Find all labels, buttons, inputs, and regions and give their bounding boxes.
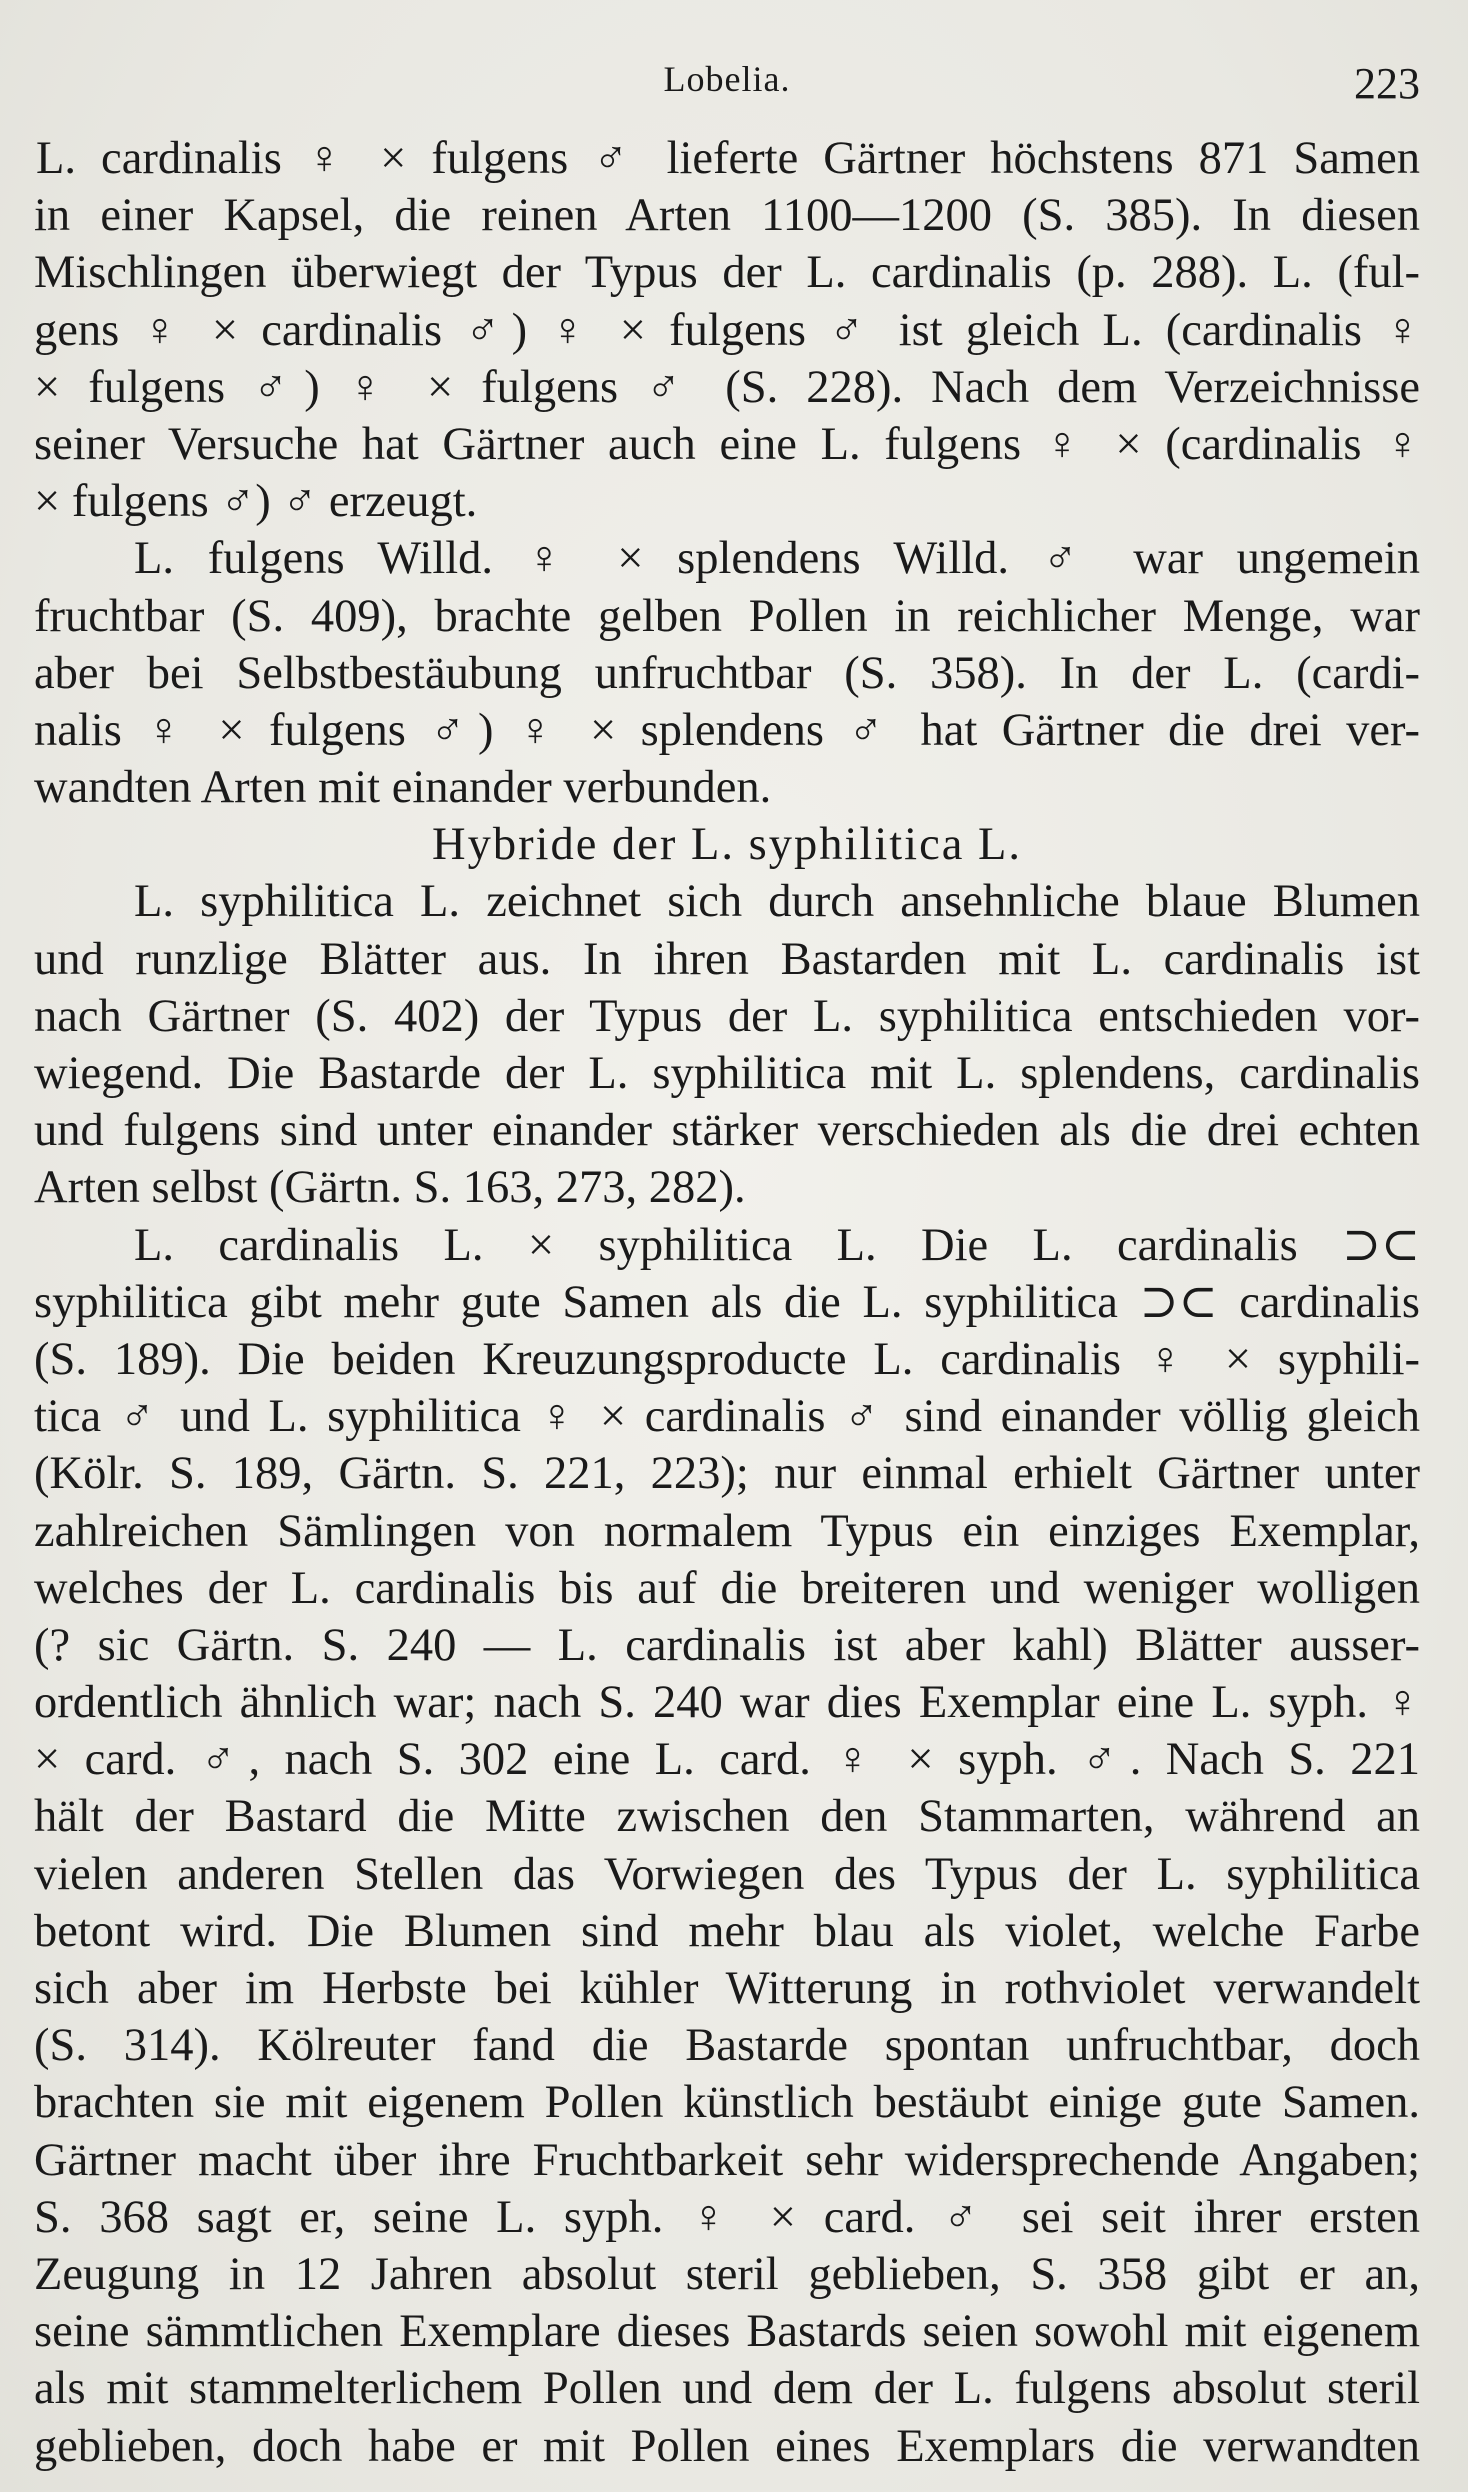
text-line: Mischlingen überwiegt der Typus der L. cardinalis (p. 288). L. (ful- [34,247,1420,299]
text-line: aber bei Selbstbestäubung unfruchtbar (S. 358). In der L. (cardi- [34,647,1420,699]
text-line: seiner Versuche hat Gärtner auch eine L. fulgens ♀ × (cardinalis ♀ [34,418,1420,470]
text-line: × fulgens ♂) ♂ erzeugt. [34,476,478,528]
page-number: 223 [1354,59,1420,108]
text-line: × fulgens ♂) ♀ × fulgens ♂ (S. 228). Nach dem Verzeichnisse [34,361,1420,413]
text-line: fruchtbar (S. 409), brachte gelben Pollen in reichlicher Menge, war [34,590,1420,642]
text-line: nalis ♀ × fulgens ♂) ♀ × splendens ♂ hat Gärtner die drei ver- [34,704,1420,756]
text-line: als mit stammelterlichem Pollen und dem der L. fulgens absolut steril [34,2363,1420,2415]
text-line: gens ♀ × cardinalis ♂) ♀ × fulgens ♂ ist gleich L. (cardinalis ♀ [34,304,1420,356]
text-line: (Kölr. S. 189, Gärtn. S. 221, 223); nur einmal erhielt Gärtner unter [34,1448,1420,1500]
text-line: Zeugung in 12 Jahren absolut steril geblieben, S. 358 gibt er an, [34,2248,1420,2300]
text-line: geblieben, doch habe er mit Pollen eines Exemplars die verwandten [34,2420,1420,2472]
text-line: L. syphilitica L. zeichnet sich durch ansehnliche blaue Blumen [134,876,1420,928]
text-line: sich aber im Herbste bei kühler Witterung in rothviolet verwandelt [34,1963,1420,2014]
text-line: betont wird. Die Blumen sind mehr blau als violet, welche Farbe [34,1905,1420,1957]
running-head: Lobelia. [663,59,791,99]
text-line: L. cardinalis L. × syphilitica L. Die L. cardinalis ⊃⊂ [134,1219,1420,1271]
section-heading: Hybride der L. syphilitica L. [431,819,1023,871]
text-line: wandten Arten mit einander verbunden. [34,762,772,814]
text-line: S. 368 sagt er, seine L. syph. ♀ × card. ♂ sei seit ihrer ersten [34,2191,1420,2243]
text-line: nach Gärtner (S. 402) der Typus der L. syphilitica entschieden vor- [34,990,1420,1042]
text-line: L. cardinalis ♀ × fulgens ♂ lieferte Gärtner höchstens 871 Samen [36,133,1420,184]
text-line: und runzlige Blätter aus. In ihren Bastarden mit L. cardinalis ist [34,933,1420,985]
text-line: (S. 189). Die beiden Kreuzungsproducte L. cardinalis ♀ × syphili- [34,1333,1420,1385]
text-line: (? sic Gärtn. S. 240 — L. cardinalis ist aber kahl) Blätter ausser- [34,1619,1420,1671]
text-line: brachten sie mit eigenem Pollen künstlich bestäubt einige gute Samen. [34,2077,1420,2129]
text-line: wiegend. Die Bastarde der L. syphilitica mit L. splendens, cardinalis [34,1048,1420,1099]
text-line: zahlreichen Sämlingen von normalem Typus ein einziges Exemplar, [34,1505,1420,1557]
text-line: ordentlich ähnlich war; nach S. 240 war dies Exemplar eine L. syph. ♀ [34,1677,1420,1729]
text-line: × card. ♂, nach S. 302 eine L. card. ♀ × syph. ♂. Nach S. 221 [34,1734,1420,1786]
text-line: (S. 314). Kölreuter fand die Bastarde spontan unfruchtbar, doch [34,2020,1420,2072]
text-line: welches der L. cardinalis bis auf die breiteren und weniger wolligen [34,1562,1420,1614]
text-line: und fulgens sind unter einander stärker verschieden als die drei echten [34,1105,1420,1157]
text-line: hält der Bastard die Mitte zwischen den Stammarten, während an [34,1791,1420,1843]
text-line: Gärtner macht über ihre Fruchtbarkeit sehr widersprechende Angaben; [34,2134,1420,2186]
text-line: seine sämmtlichen Exemplare dieses Bastards seien sowohl mit eigenem [34,2306,1420,2358]
text-line: syphilitica gibt mehr gute Samen als die L. syphilitica ⊃⊂ cardinalis [34,1276,1420,1328]
text-line: tica ♂ und L. syphilitica ♀ × cardinalis ♂ sind einander völlig gleich [34,1391,1420,1443]
text-line: L. fulgens Willd. ♀ × splendens Willd. ♂ war ungemein [134,533,1420,585]
text-line: Arten selbst (Gärtn. S. 163, 273, 282). [34,1162,746,1214]
page-body [34,130,1420,2475]
text-line: in einer Kapsel, die reinen Arten 1100—1200 (S. 385). In diesen [34,190,1420,242]
page-header [34,40,1420,130]
text-line: vielen anderen Stellen das Vorwiegen des Typus der L. syphilitica [34,1848,1420,1900]
